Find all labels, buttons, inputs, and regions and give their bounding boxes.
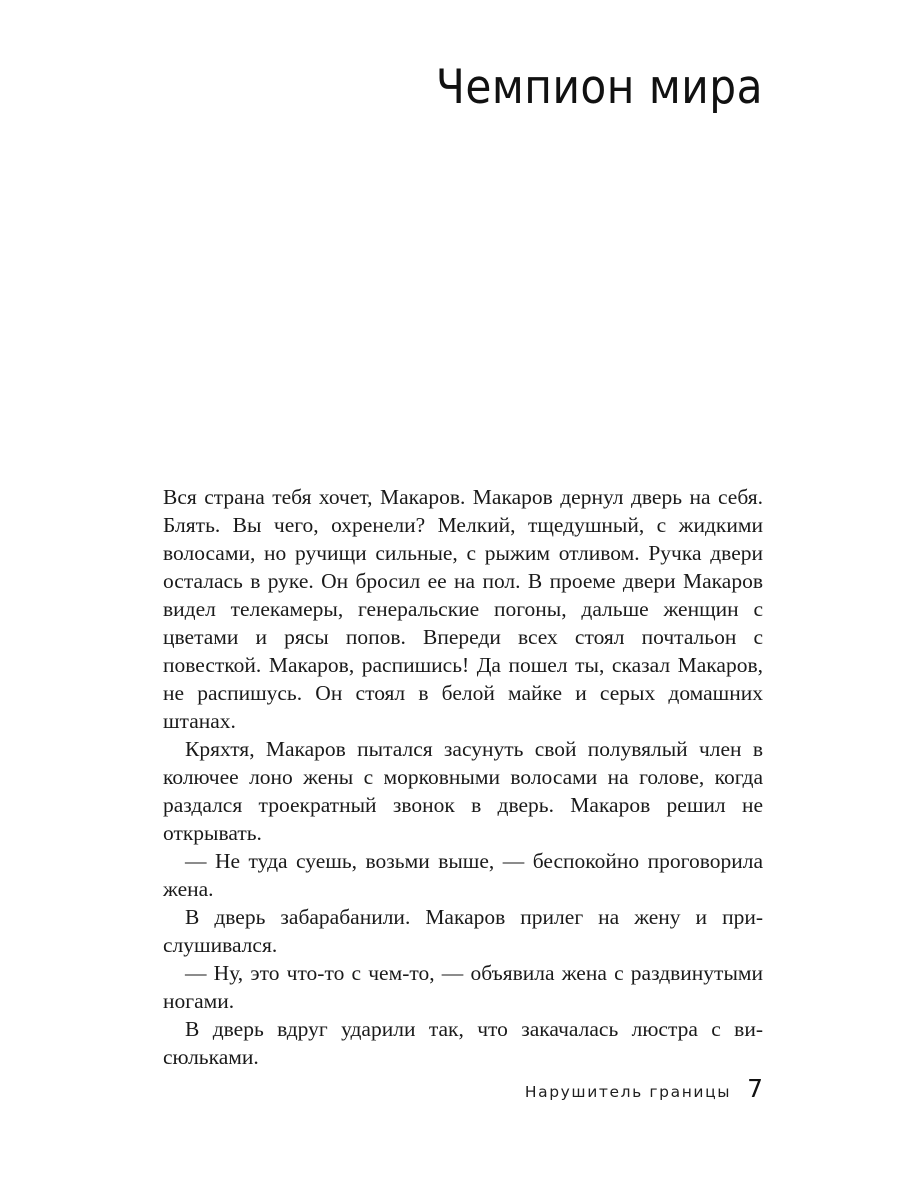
chapter-title: Чемпион мира: [435, 60, 763, 115]
page-footer: [525, 1074, 763, 1103]
paragraph-6: В дверь вдруг ударили так, что закачалась люстра с висюльками.: [163, 1017, 763, 1069]
chapter-body: [163, 483, 763, 1071]
paragraph-1: Вся страна тебя хочет, Макаров. Макаров дернул дверь на себя. Блять. Вы чего, охренели? Мелкий, тщедушный, с жидкими волосами, но ручищи сильные, с рыжим отливом. Ручка двери осталась в руке. Он бросил ее на пол. В проеме двери Макаров видел телекамеры, генеральские погоны, дальше женщин с цветами и рясы попов. Впереди всех стоял почтальон с повесткой. Макаров, распишись! Да пошел ты, сказал Макаров, не распишусь. Он стоял в белой майке и серых домашних штанах.: [163, 485, 763, 733]
paragraph-5: — Ну, это что-то с чем-то, — объявила жена с раздвинутыми ногами.: [163, 961, 763, 1013]
paragraph-3: — Не туда суешь, возьми выше, — беспокойно проговорила жена.: [163, 849, 763, 901]
page-number: 7: [747, 1074, 763, 1103]
running-title: Нарушитель границы: [524, 1083, 732, 1101]
paragraph-4: В дверь забарабанили. Макаров прилег на жену и прислушивался.: [163, 905, 763, 957]
paragraph-2: Кряхтя, Макаров пытался засунуть свой полувялый член в колючее лоно жены с морковными волосами на голове, когда раздался троекратный звонок в дверь. Макаров решил не открывать.: [163, 737, 763, 845]
